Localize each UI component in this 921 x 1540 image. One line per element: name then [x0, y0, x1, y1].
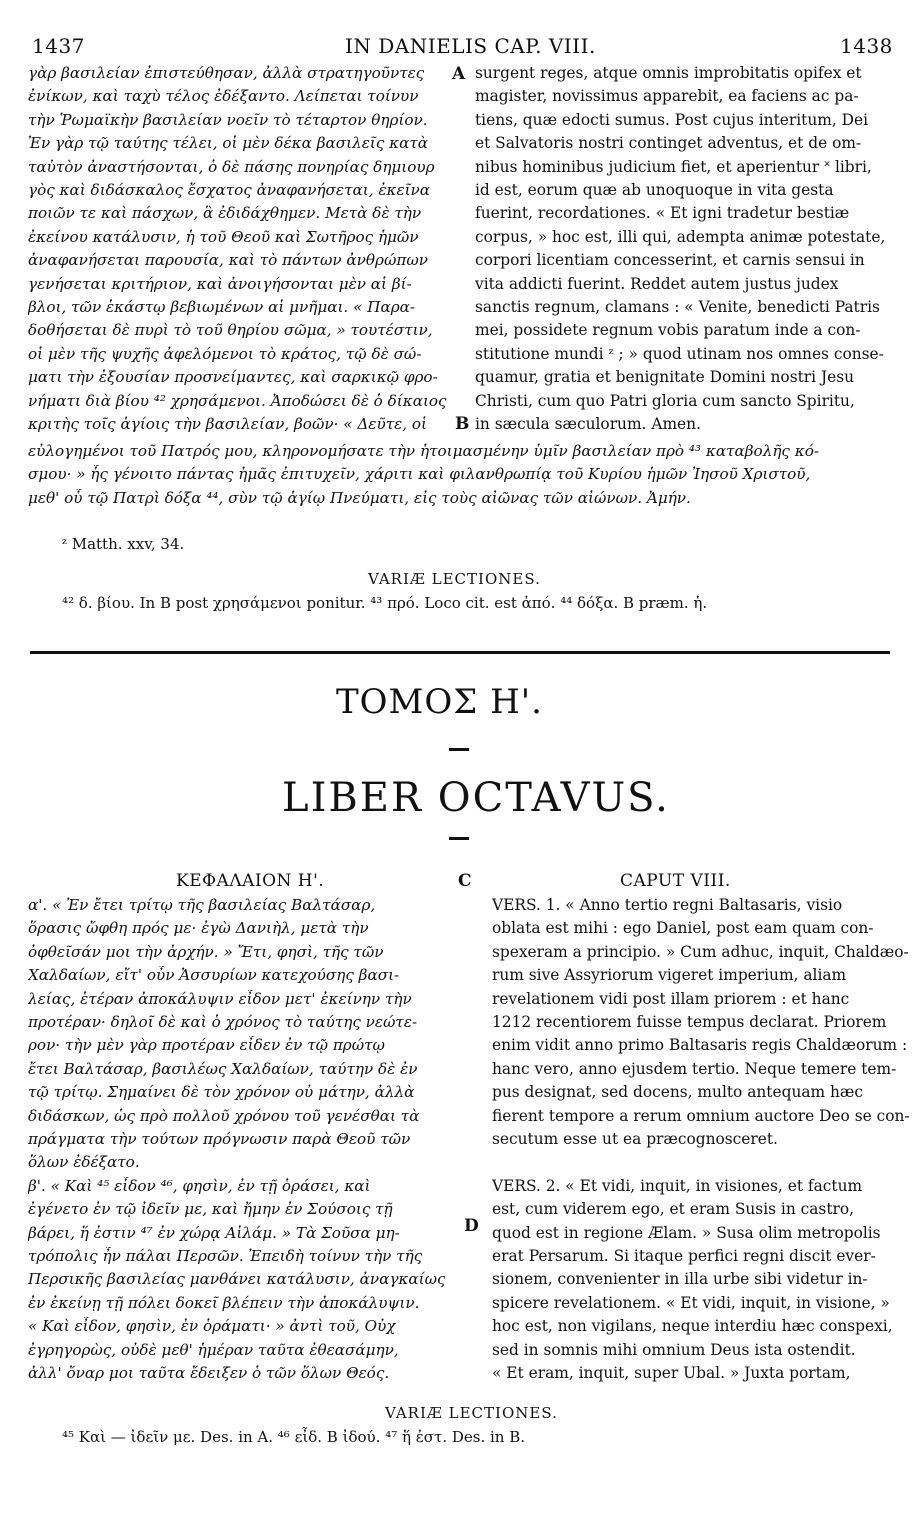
greek-text-line: « Καὶ εἶδον, φησὶν, ἐν ὁράματι· » ἀντὶ τοῦ, Οὐχ [28, 1317, 396, 1336]
latin-text-line: sed in somnis mihi omnium Deus ista ostendit. [492, 1340, 856, 1359]
greek-text-line: σμου· » ἧς γένοιτο πάντας ἡμᾶς ἐπιτυχεῖν, χάριτι καὶ φιλανθρωπίᾳ τοῦ Κυρίου ἡμῶν Ἰησοῦ Χριστοῦ, [28, 465, 811, 484]
title-dash-1 [449, 748, 469, 751]
greek-text-line: ἐγρηγορὼς, οὐδὲ μεθ' ἡμέραν ταῦτα ἐθεασάμην, [28, 1340, 399, 1359]
greek-text-line: εὐλογημένοι τοῦ Πατρός μου, κληρονομήσατε τὴν ἡτοιμασμένην ὑμῖν βασιλείαν πρὸ ⁴³ καταβολῆς κό- [28, 442, 819, 460]
latin-text-line: hanc vero, anno ejusdem tertio. Neque temere tem- [492, 1059, 897, 1078]
variae-lectiones-title-top: VARIÆ LECTIONES. [368, 570, 541, 588]
greek-text-line: ἐκείνου κατάλυσιν, ἡ τοῦ Θεοῦ καὶ Σωτῆρος ἡμῶν [28, 227, 419, 246]
latin-text-line: mei, possidete regnum vobis paratum inde a con- [475, 321, 861, 340]
latin-text-line: quod est in regione Ælam. » Susa olim metropolis [492, 1223, 881, 1242]
latin-text-line: et Salvatoris nostri continget adventus, et de om- [475, 134, 862, 153]
latin-text-line: vita addicti fuerint. Reddet autem justus judex [475, 274, 839, 293]
greek-text-line: τὴν Ῥωμαϊκὴν βασιλείαν νοεῖν τὸ τέταρτον θηρίον. [28, 110, 428, 129]
latin-text-line: spicere revelationem. « Et vidi, inquit, in visione, » [492, 1293, 890, 1312]
greek-text-line: βλοι, τῶν ἑκάστῳ βεβιωμένων αἱ μνῆμαι. « Παρα- [28, 298, 416, 316]
greek-text-line: κριτὴς τοῖς ἁγίοις τὴν βασιλείαν, βοῶν· « Δεῦτε, οἱ [28, 415, 427, 433]
greek-text-line: α'. « Ἐν ἔτει τρίτῳ τῆς βασιλείας Βαλτάσαρ, [28, 896, 376, 914]
tome-latin-title: LIBER OCTAVUS. [282, 775, 670, 821]
greek-text-line: νήματι διὰ βίου ⁴² χρησάμενοι. Ἀποδώσει δὲ ὁ δίκαιος [28, 391, 447, 410]
latin-text-line: VERS. 2. « Et vidi, inquit, in visiones, et factum [492, 1176, 863, 1195]
greek-text-line: γὸς καὶ διδάσκαλος ἔσχατος ἀναφανήσεται, ἐκεῖνα [28, 181, 431, 199]
latin-text-line: enim vidit anno primo Baltasaris regis Chaldæorum : [492, 1036, 908, 1055]
latin-text-line: oblata est mihi : ego Daniel, post eam quam con- [492, 919, 874, 938]
latin-text-line: tiens, quæ edocti sumus. Post cujus interitum, Dei [475, 110, 869, 129]
latin-text-line: corpori licentiam concesserint, et carnis sensui in [475, 251, 865, 270]
latin-text-line: hoc est, non vigilans, neque interdiu hæc conspexi, [492, 1317, 893, 1336]
greek-text-line: τρόπολις ἦν πάλαι Περσῶν. Ἐπειδὴ τοίνυν τὴν τῆς [28, 1247, 423, 1265]
latin-text-line: quamur, gratia et benignitate Domini nostri Jesu [475, 368, 855, 387]
page-number-left: 1437 [32, 34, 85, 58]
margin-letter-c: C [458, 871, 472, 891]
greek-text-line: τῷ τρίτῳ. Σημαίνει δὲ τὸν χρόνον οὐ μάτην, ἀλλὰ [28, 1083, 415, 1102]
latin-text-line: Christi, cum quo Patri gloria cum sancto Spiritu, [475, 391, 855, 410]
greek-text-line: βάρει, ἥ ἐστιν ⁴⁷ ἐν χώρᾳ Αἰλάμ. » Τὰ Σοῦσα μη- [28, 1223, 400, 1242]
greek-text-line: γὰρ βασιλείαν ἐπιστεύθησαν, ἀλλὰ στρατηγοῦντες [28, 64, 425, 82]
running-title: IN DANIELIS CAP. VIII. [345, 34, 596, 58]
latin-text-line: rum sive Assyriorum vigeret imperium, aliam [492, 966, 847, 985]
latin-text-line: erat Persarum. Si itaque perfici regni discit ever- [492, 1247, 876, 1265]
latin-text-line: sanctis regnum, clamans : « Venite, benedicti Patris [475, 298, 880, 316]
greek-text-line: λείας, ἑτέραν ἀποκάλυψιν εἶδον μετ' ἐκείνην τὴν [28, 989, 412, 1008]
variae-lectiones-title-bottom: VARIÆ LECTIONES. [385, 1404, 558, 1422]
section-divider [30, 651, 890, 654]
greek-text-line: β'. « Καὶ ⁴⁵ εἶδον ⁴⁶, φησὶν, ἐν τῇ ὁράσει, καὶ [28, 1176, 371, 1195]
latin-text-line: magister, novissimus apparebit, ea faciens ac pa- [475, 87, 859, 106]
tome-greek-title: ΤΟΜΟΣ Η'. [336, 682, 543, 722]
greek-text-line: ἀλλ' ὄναρ μοι ταῦτα ἔδειξεν ὁ τῶν ὅλων Θεός. [28, 1364, 390, 1382]
greek-text-line: δοθήσεται δὲ πυρὶ τὸ τοῦ θηρίου σῶμα, » τουτέστιν, [28, 321, 433, 340]
greek-text-line: πράγματα τὴν τούτων πρόγνωσιν παρὰ Θεοῦ τῶν [28, 1130, 411, 1148]
latin-text-line: corpus, » hoc est, illi qui, adempta animæ potestate, [475, 227, 886, 246]
greek-text-line: ὅλων ἐδέξατο. [28, 1153, 140, 1172]
greek-text-line: Περσικῆς βασιλείας μανθάνει κατάλυσιν, ἀναγκαίως [28, 1270, 446, 1289]
latin-text-line: in sæcula sæculorum. Amen. [475, 415, 701, 433]
greek-text-line: ματι τὴν ἐξουσίαν προσνείμαντες, καὶ σαρκικῷ φρο- [28, 368, 438, 387]
latin-text-line: « Et eram, inquit, super Ubal. » Juxta portam, [492, 1364, 851, 1382]
greek-text-line: διδάσκων, ὡς πρὸ πολλοῦ χρόνου τοῦ γενέσθαι τὰ [28, 1106, 420, 1125]
latin-text-line: stitutione mundi ᶻ ; » quod utinam nos omnes conse- [475, 344, 884, 363]
chapter-heading-latin: CAPUT VIII. [620, 871, 731, 891]
greek-text-line: Χαλδαίων, εἴτ' οὖν Ἀσσυρίων κατεχούσης βασι- [28, 966, 400, 985]
variae-lectiones-text-top: ⁴² δ. βίου. In B post χρησάμενοι ponitur. ⁴³ πρό. Loco cit. est ἀπό. ⁴⁴ δόξα. B præm. ἡ. [62, 594, 708, 612]
greek-text-line: ὅρασις ὤφθη πρός με· ἐγὼ Δανιὴλ, μετὰ τὴν [28, 919, 369, 938]
greek-text-line: ἐν ἐκείνῃ τῇ πόλει δοκεῖ βλέπειν τὴν ἀποκάλυψιν. [28, 1293, 420, 1312]
variae-lectiones-text-bottom: ⁴⁵ Καὶ — ἰδεῖν με. Des. in A. ⁴⁶ εἶδ. B ἰδού. ⁴⁷ ἥ ἐστ. Des. in B. [62, 1428, 526, 1446]
greek-text-line: Ἐν γὰρ τῷ ταύτης τέλει, οἱ μὲν δέκα βασιλεῖς κατὰ [28, 134, 429, 153]
margin-letter-b: B [455, 414, 470, 434]
title-dash-2 [449, 837, 469, 840]
greek-text-line: ποιῶν τε καὶ πάσχων, ἃ ἐδιδάχθημεν. Μετὰ δὲ τὴν [28, 204, 422, 223]
latin-text-line: nibus hominibus judicium fiet, et aperientur ˟ libri, [475, 157, 872, 176]
latin-text-line: surgent reges, atque omnis improbitatis opifex et [475, 64, 862, 82]
greek-text-line: ὀφθεῖσάν μοι τὴν ἀρχήν. » Ἔτι, φησὶ, τῆς τῶν [28, 942, 384, 961]
latin-text-line: 1212 recentiorem fuisse tempus declarat. Priorem [492, 1013, 887, 1031]
latin-text-line: secutum esse ut ea præcognosceret. [492, 1130, 778, 1148]
latin-text-line: revelationem vidi post illam priorem : et hanc [492, 989, 850, 1008]
page-number-right: 1438 [840, 34, 893, 58]
latin-text-line: pus designat, sed docens, multo antequam hæc [492, 1083, 864, 1102]
greek-text-line: γενήσεται κριτήριον, καὶ ἀνοιγήσονται μὲν αἱ βί- [28, 274, 412, 293]
latin-text-line: sionem, convenienter in illa urbe sibi videtur in- [492, 1270, 868, 1289]
greek-text-line: μεθ' οὗ τῷ Πατρὶ δόξα ⁴⁴, σὺν τῷ ἁγίῳ Πνεύματι, εἰς τοὺς αἰῶνας τῶν αἰώνων. Ἀμήν. [28, 488, 691, 507]
latin-text-line: id est, eorum quæ ab unoquoque in vita gesta [475, 181, 834, 199]
chapter-heading-greek: ΚΕΦΑΛΑΙΟΝ Η'. [176, 871, 325, 891]
greek-text-line: ἐνίκων, καὶ ταχὺ τέλος ἐδέξαντο. Λείπεται τοίνυν [28, 87, 419, 106]
greek-text-line: ταὐτὸν ἀναστήσονται, ὁ δὲ πάσης πονηρίας δημιουρ [28, 157, 435, 176]
greek-text-line: προτέραν· δηλοῖ δὲ καὶ ὁ χρόνος τὸ ταύτης νεώτε- [28, 1013, 418, 1031]
greek-text-line: ρον· τὴν μὲν γὰρ προτέραν εἶδεν ἐν τῷ πρώτῳ [28, 1036, 385, 1055]
latin-text-line: VERS. 1. « Anno tertio regni Baltasaris, visio [492, 896, 843, 914]
greek-text-line: ἀναφανήσεται παρουσία, καὶ τὸ πάντων ἀνθρώπων [28, 251, 428, 270]
latin-text-line: fuerint, recordationes. « Et igni tradetur bestiæ [475, 204, 850, 223]
margin-letter-d: D [464, 1216, 479, 1236]
latin-text-line: fierent tempore a rerum omnium auctore Deo se con- [492, 1106, 910, 1125]
greek-text-line: ἐγένετο ἐν τῷ ἰδεῖν με, καὶ ἤμην ἐν Σούσοις τῇ [28, 1200, 393, 1219]
greek-text-line: οἱ μὲν τῆς ψυχῆς ἀφελόμενοι τὸ κράτος, τῷ δὲ σώ- [28, 344, 422, 363]
latin-text-line: spexeram a principio. » Cum adhuc, inquit, Chaldæo- [492, 942, 909, 961]
greek-text-line: ἔτει Βαλτάσαρ, βασιλέως Χαλδαίων, ταύτην δὲ ἐν [28, 1059, 418, 1078]
margin-letter-a: A [452, 64, 466, 84]
latin-text-line: est, cum viderem ego, et eram Susis in castro, [492, 1200, 855, 1219]
footnote-matthew: ᶻ Matth. xxv, 34. [62, 535, 185, 553]
